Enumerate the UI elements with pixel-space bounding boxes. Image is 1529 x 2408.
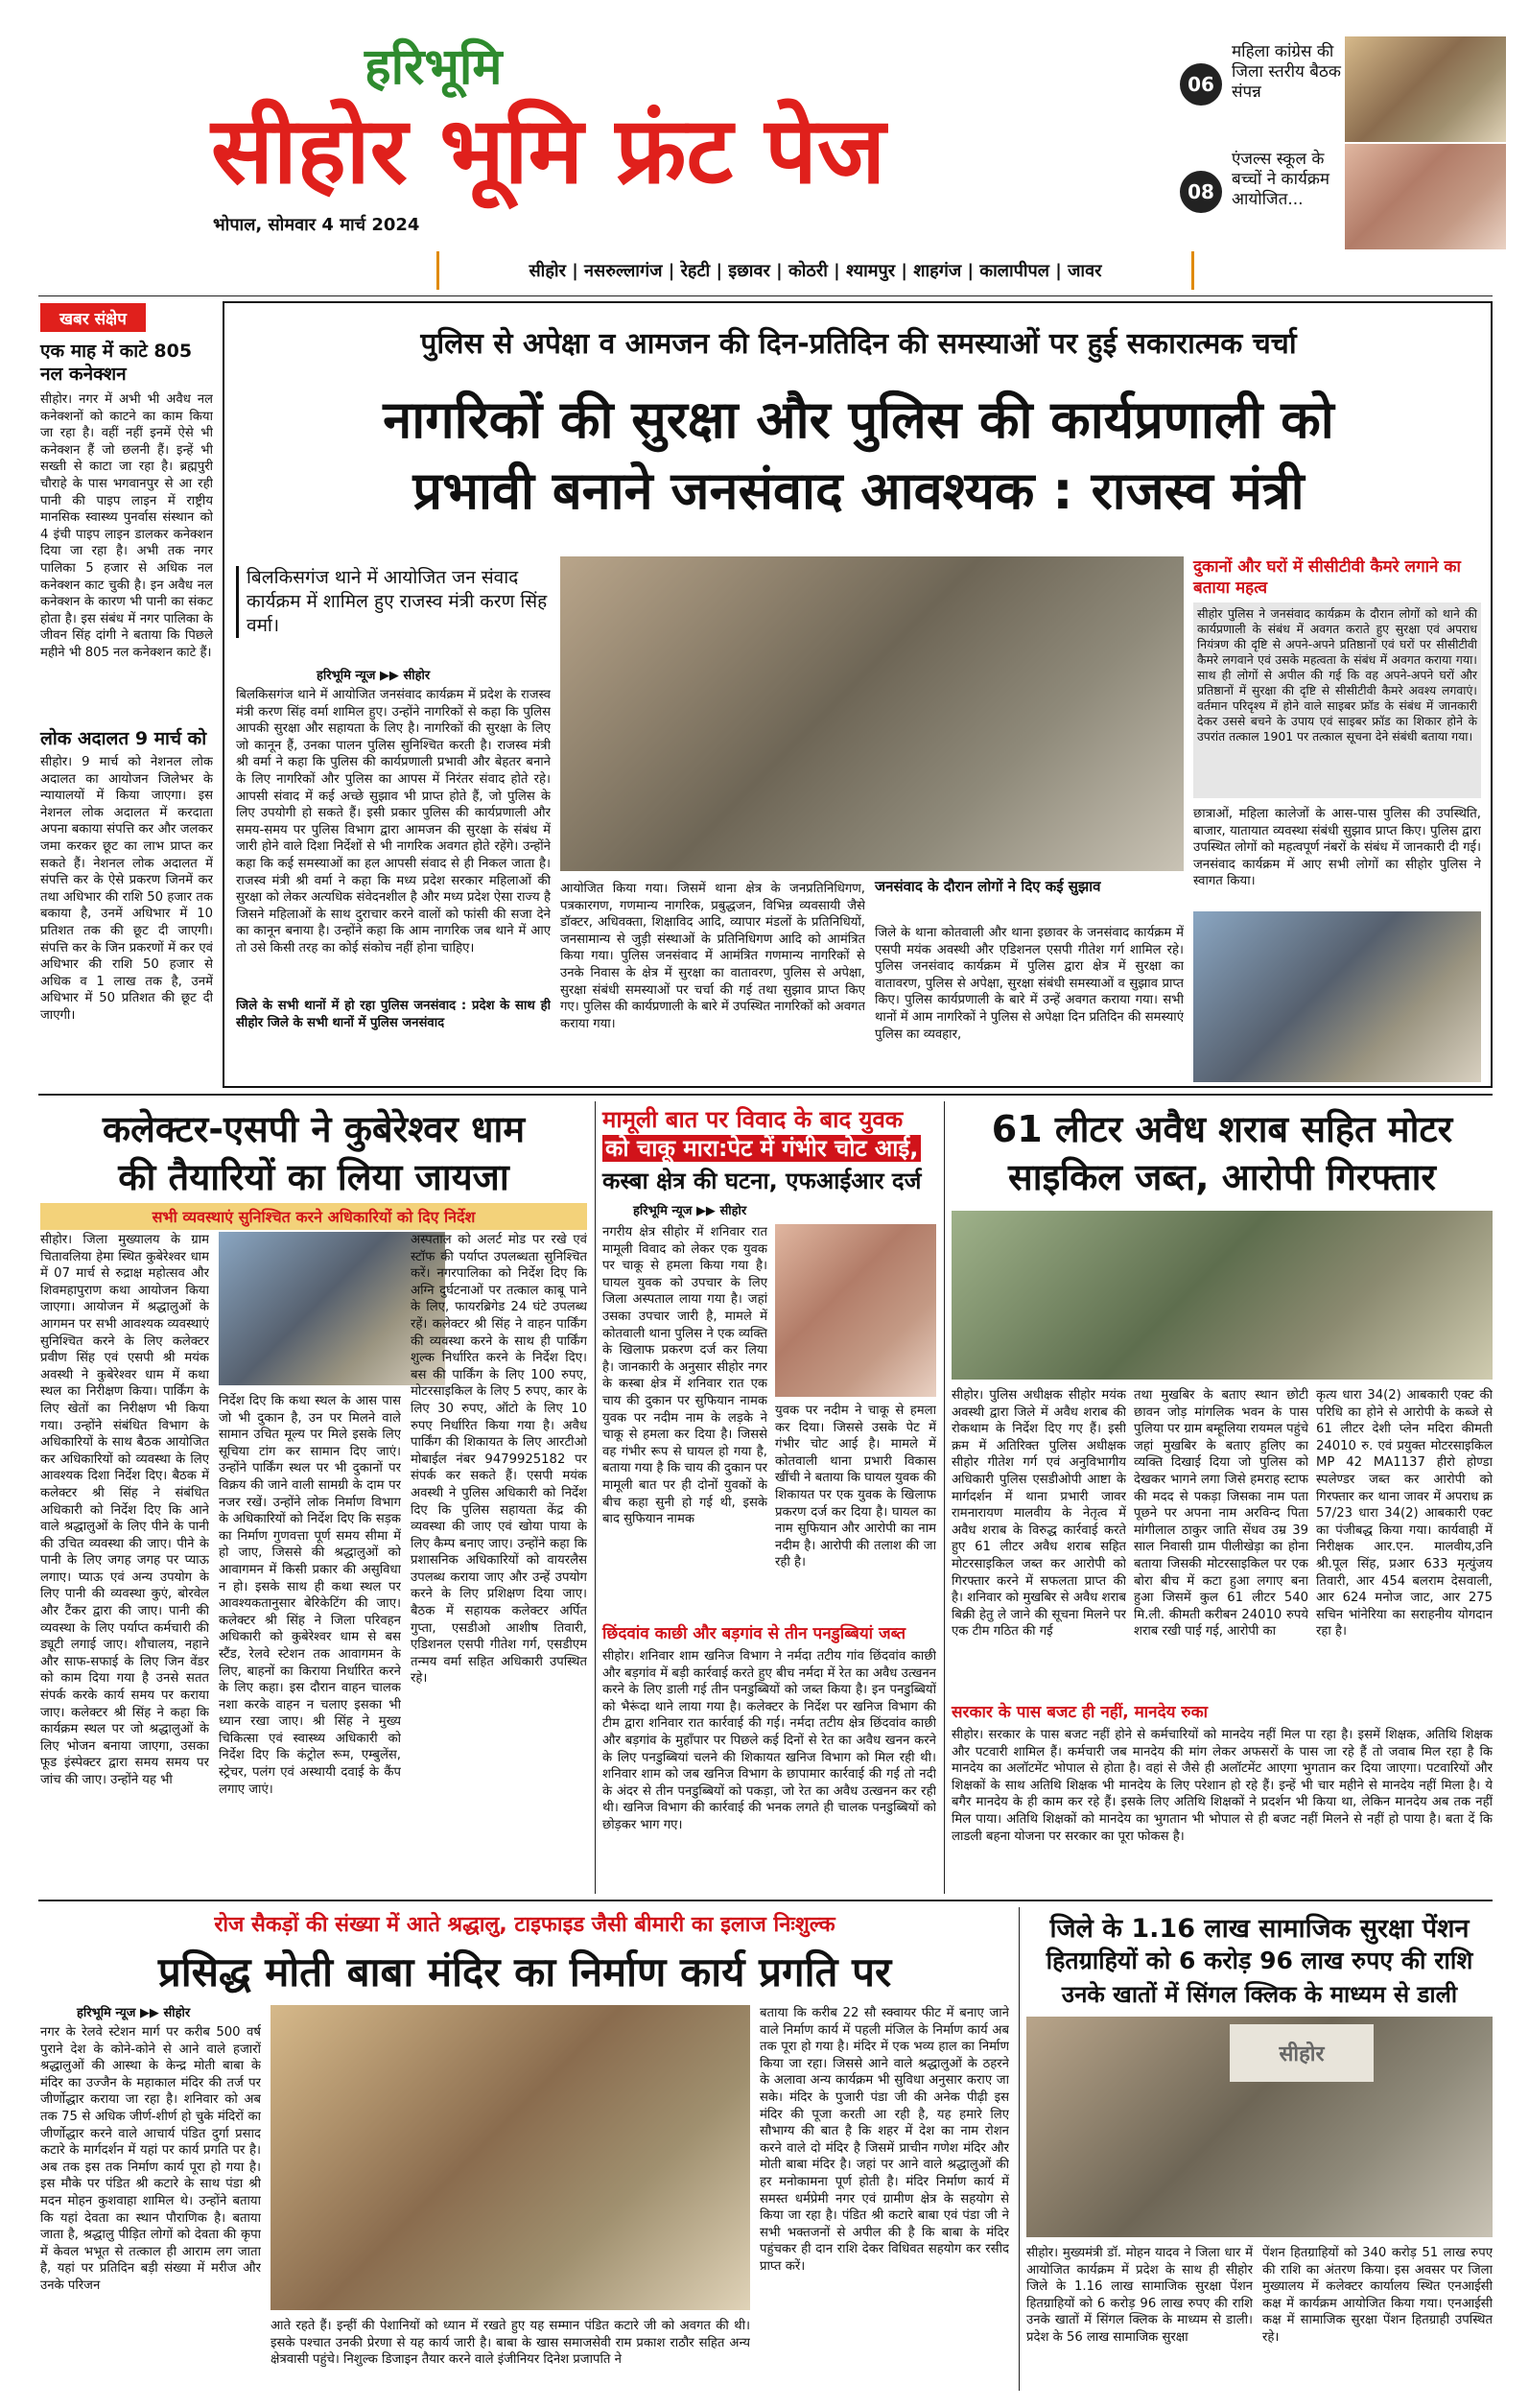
- teaser-page-number: 06: [1180, 63, 1222, 106]
- briefs-label: खबर संक्षेप: [40, 303, 146, 332]
- place-link[interactable]: कोठरी: [788, 261, 828, 281]
- temple-body-col2: आते रहते हैं। इन्हीं की पेशानियों को ध्यान में रखते हुए यह सम्मान पंडित कटारे जी को अवगत की थी। इसके पश्चात उनकी प्रेरणा से यह कार्य जारी है। बाबा के खास समाजसेवी राम प्रकाश राठौर सहित अन्य क्षेत्रवासी पहुंचे। निशुल्क डिजाइन तैयार करने वाले इंजीनियर दिनेश प्रजापति ने: [271, 2319, 750, 2368]
- liquor-body-col2: तथा मुखबिर के बताए स्थान छोटी छावन जोड़ मांगलिक भवन के पास पुलिया पर ग्राम बम्हूलिया रायमल पहुंचे जहां मुखबिर के बताए हुलिए का व्यक्ति दिखाई दिया जो पुलिस को देखकर भागने लगा जिसे हमराह स्टाफ की मदद से पकड़ा जिसका नाम पता पूछने पर अपना नाम अरविन्द पिता मांगीलाल ठाकुर जाति सेंधव उम्र 39 साल निवासी ग्राम पीलीखेड़ा का होना बताया जिसकी मोटरसाइकिल पर एक बोरा बीच में कटा हुआ लगाए बना हुआ जिसमें कुल 61 लीटर 540 मि.ली. कीमती करीबन 24010 रुपये शराब रखी पाई गई, आरोपी का: [1134, 1388, 1308, 1640]
- brief-headline: लोक अदालत 9 मार्च को: [40, 728, 207, 749]
- divider: [944, 1101, 945, 1894]
- lead-subhead: जनसंवाद के दौरान लोगों ने दिए कई सुझाव: [875, 878, 1101, 895]
- divider: [595, 1101, 596, 1894]
- temple-byline: हरिभूमि न्यूज ▶▶ सीहोर: [77, 2006, 191, 2020]
- liquor-body-col1: सीहोर। पुलिस अधीक्षक सीहोर मयंक अवस्थी द्वारा जिले में अवैध शराब की रोकथाम के निर्देश दिए गए हैं। इसी क्रम में अतिरिक्त पुलिस अधीक्षक सीहोर गीतेश गर्ग एवं अनुविभागीय अधिकारी पुलिस एसडीओपी आष्टा के मार्गदर्शन में थाना प्रभारी जावर रामनारायण मालवीय के नेतृत्व में अवैध शराब के विरुद्ध कार्रवाई करते हुए 61 लीटर अवैध शराब सहित मोटरसाइकिल जब्त कर आरोपी को गिरफ्तार करने में सफलता प्राप्त की है। शनिवार को मुखबिर से अवैध शराब बिक्री हेतु ले जाने की सूचना मिलने पर एक टीम गठित की गई: [952, 1388, 1126, 1640]
- lead-body-col2: आयोजित किया गया। जिसमें थाना क्षेत्र के जनप्रतिनिधिगण, पत्रकारगण, गणमान्य नागरिक, प्रबुद्धजन, विभिन्न व्यवसायी जैसे डॉक्टर, अधिवक्ता, शिक्षाविद आदि, व्यापार मंडलों के प्रतिनिधियों, जनसामान्य से जुड़ी संस्थाओं के प्रतिनिधिगण आदि को आमंत्रित किया गया। पुलिस जनसंवाद में आमंत्रित गणमान्य नागरिकों से उनके निवास के क्षेत्र में सुरक्षा का वातावरण, पुलिस से अपेक्षा, सुरक्षा संबंधी समस्याओं पर चर्चा की गई तथा सुझाव प्राप्त किए गए। पुलिस की कार्यप्रणाली के बारे में उपस्थित नागरिकों को अवगत कराया गया।: [560, 882, 865, 1031]
- lead-body-col3: जिले के थाना कोतवाली और थाना इछावर के जनसंवाद कार्यक्रम में एसपी मयंक अवस्थी और एडिशनल एसपी गीतेश गर्ग शामिल रहे। पुलिस जनसंवाद कार्यक्रम में पुलिस द्वारा क्षेत्र में सुरक्षा का वातावरण, पुलिस से अपेक्षा, सुरक्षा संबंधी समस्याओं व सुझाव प्राप्त किए। पुलिस कार्यप्रणाली के बारे में उन्हें अवगत कराया गया। सभी थानों में आम नागरिकों ने पुलिस से अपेक्षा दिन प्रतिदिन की समस्याएं पुलिस का व्यवहार,: [875, 926, 1184, 1042]
- place-link[interactable]: इछावर: [728, 261, 770, 281]
- lead-headline-line2: प्रभावी बनाने जनसंवाद आवश्यक : राजस्व मंत्री: [412, 460, 1305, 521]
- dateline: भोपाल, सोमवार 4 मार्च 2024: [213, 215, 420, 235]
- stab-body-col2: युवक पर नदीम ने चाकू से हमला कर दिया। जिससे उसके पेट में गंभीर चोट आई है। मामले में कोतवाली थाना प्रभारी विकास खींची ने बताया कि घायल युवक की शिकायत पर एक युवक के खिलाफ प्रकरण दर्ज कर दिया है। घायल का नाम सुफियान और आरोपी का नाम नदीम है। आरोपी की तलाश की जा रही है।: [775, 1404, 936, 1570]
- lead-body-col1-sub: जिले के सभी थानों में हो रहा पुलिस जनसंवाद : प्रदेश के साथ ही सीहोर जिले के सभी थानों में पुलिस जनसंवाद: [236, 999, 551, 1030]
- pension-photo: [1026, 2017, 1493, 2237]
- pension-body-col2: पेंशन हितग्राहियों को 340 करोड़ 51 लाख रुपए की राशि का अंतरण किया। इस अवसर पर जिला मुख्यालय में कलेक्टर कार्यालय स्थित एनआईसी कक्ष में कार्यक्रम आयोजित किया गया। एनआईसी कक्ष में सामाजिक सुरक्षा पेंशन हितग्राही उपस्थित रहे।: [1262, 2246, 1493, 2345]
- pension-headline-line2: हितग्राहियों को 6 करोड़ 96 लाख रुपए की राशि: [1046, 1947, 1473, 1974]
- stab-byline: हरिभूमि न्यूज ▶▶ सीहोर: [633, 1204, 747, 1218]
- place-link[interactable]: श्यामपुर: [846, 261, 896, 281]
- collector-body-col2: निर्देश दिए कि कथा स्थल के आस पास जो भी दुकान है, उन पर मिलने वाले सामान उचित मूल्य पर मिले इसके लिए सूचिया टांग कर सामान दिए जाएं। उन्होंने पार्किंग स्थल पर भी दुकानों पर विक्रय की जाने वाली सामग्री के दाम पर नजर रखें। उन्होंने लोक निर्माण विभाग के अधिकारियों को निर्देश दिए कि सड़क का निर्माण गुणवत्ता पूर्ण समय सीमा में हो जाए, जिससे की श्रद्धालुओं को आवागमन में किसी प्रकार की असुविधा न हो। इसके साथ ही कथा स्थल पर आवश्यकतानुसार बेरिकेटिंग की जाए। कलेक्टर श्री सिंह ने जिला परिवहन अधिकारी को कुबेरेश्वर धाम से बस स्टैंड, रेलवे स्टेशन तक आवागमन के लिए, बाहनों का किराया निर्धारित करने के लिए कहा। इस दौरान वाहन चालक नशा करके वाहन न चलाए इसका भी ध्यान रखा जाए। श्री सिंह ने मुख्य चिकित्सा एवं स्वास्थ्य अधिकारी को निर्देश दिए कि कंट्रोल रूम, एम्बुलेंस, स्ट्रेचर, पलंग एवं अस्थायी दवाई के कैंप लगाए जाएं।: [219, 1394, 401, 1797]
- brand-logo: हरिभूमि: [365, 37, 503, 96]
- collector-body-col3: अस्पताल को अलर्ट मोड पर रखे एवं स्टॉफ की पर्याप्त उपलब्धता सुनिश्चित करें। नगरपालिका को निर्देश दिए कि अग्नि दुर्घटनाओं पर तत्काल काबू पाने के लिए, फायरब्रिगेड 24 घंटे उपलब्ध रहें। कलेक्टर श्री सिंह ने वाहन पार्किंग की व्यवस्था करने के साथ ही पार्किंग शुल्क निर्धारित करने के निर्देश दिए। बस की पार्किंग के लिए 100 रुपए, मोटरसाइकिल के लिए 5 रुपए, कार के लिए 30 रुपए, ऑटो के लिए 10 रुपए निर्धारित किया गया है। अवैध पार्किंग की शिकायत के लिए आरटीओ मोबाईल नंबर 9479925182 पर संपर्क कर सकते हैं। एसपी मयंक अवस्थी ने पुलिस अधिकारी को निर्देश दिए कि पुलिस सहायता केंद्र की व्यवस्था की जाए एवं खोया पाया के लिए कैम्प बनाए जाए। उन्होंने कहा कि प्रशासनिक अधिकारियों को वायरलैस उपलब्ध कराया जाए और उन्हें उपयोग करने के लिए प्रशिक्षण दिया जाए। बैठक में सहायक कलेक्टर अर्पित गुप्ता, एसडीओ आशीष तिवारी, एडिशनल एसपी गीतेश गर्ग, एसडीएम तन्मय वर्मा सहित अधिकारी उपस्थित रहे।: [411, 1233, 587, 1687]
- liquor-body-col3: कृत्य धारा 34(2) आबकारी एक्ट की परिधि का होने से आरोपी के कब्जे से 61 लीटर देशी प्लेन मदिरा कीमती 24010 रु. एवं प्रयुक्त मोटरसाइकिल MP 42 MA1137 हीरो होण्डा स्पलेण्डर जब्त कर आरोपी को गिरफ्तार कर थाना जावर में अपराध क्र 57/23 धारा 34(2) आबकारी एक्ट का पंजीबद्ध किया गया। कार्यवाही में निरीक्षक आर.एन. मालवीय,उनि श्री.पूल सिंह, प्रआर 633 मृत्युंजय तिवारी, आर 454 बलराम देसवाली, आर 624 मनोज जाट, आर 275 सचिन भांनेरिया का सराहनीय योगदान रहा है।: [1316, 1388, 1493, 1640]
- cctv-box-headline: दुकानों और घरों में सीसीटीवी कैमरे लगाने का बताया महत्व: [1193, 557, 1461, 598]
- pension-headline-line3: उनके खातों में सिंगल क्लिक के माध्यम से डाली: [1061, 1981, 1458, 2008]
- stab-photo: [775, 1224, 936, 1397]
- lead-photo-2: [1193, 911, 1481, 1082]
- teaser-text: महिला कांग्रेस की जिला स्तरीय बैठक संपन्न: [1232, 42, 1341, 102]
- temple-body-col1: नगर के रेलवे स्टेशन मार्ग पर करीब 500 वर्ष पुराने देश के कोने-कोने से आने वाले हजारों श्रद्धालुओं की आस्था के केन्द्र मोती बाबा के मंदिर का उज्जैन के महाकाल मंदिर की तर्ज पर जीर्णोद्धार कराया जा रहा है। शनिवार को अब तक 75 से अधिक जीर्ण-शीर्ण हो चुके मंदिरों का जीर्णोद्धार करने वाले आचार्य पंडित दुर्गा प्रसाद कटारे के मार्गदर्शन में यहां पर कार्य प्रगति पर है। अब तक इस तक निर्माण कार्य पूरा हो गया है। इस मौके पर पंडित श्री कटारे के साथ पंडा श्री मदन मोहन कुशवाहा शामिल थे। उन्होंने बताया कि यहां देवता का स्थान पौराणिक है। बताया जाता है, श्रद्धालु पीड़ित लोगों को देवता की कृपा में केवल भभूत से तत्काल ही आराम लग जाता है, यहां पर प्रतिदिन बड़ी संख्या में मरीज और उनके परिजन: [40, 2025, 261, 2293]
- place-link[interactable]: शाहगंज: [913, 261, 962, 281]
- screen-label: सीहोर: [1230, 2024, 1374, 2082]
- teachers-headline: सरकार के पास बजट ही नहीं, मानदेय रुका: [952, 1703, 1209, 1722]
- teaser-text: एंजल्स स्कूल के बच्चों ने कार्यक्रम आयोजित...: [1232, 150, 1330, 209]
- stab-headline-line1: मामूली बात पर विवाद के बाद युवक: [602, 1106, 904, 1133]
- lead-body-col1: बिलकिसगंज थाने में आयोजित जनसंवाद कार्यक्रम में प्रदेश के राजस्व मंत्री करण सिंह वर्मा शामिल हुए। उन्होंने नागरिकों से कहा कि पुलिस आपकी सुरक्षा और सहायता के लिए है। नागरिकों की सुरक्षा के लिए जो कानून हैं, उनका पालन पुलिस सुनिश्चित करती है। राजस्व मंत्री श्री वर्मा ने कहा कि पुलिस की कार्यप्रणाली प्रभावी और बेहतर बनाने के लिए नागरिकों और पुलिस का आपस में निरंतर संवाद होते रहे। आपसी संवाद में कई अच्छे सुझाव भी प्राप्त होते हैं, जो पुलिस के लिए उपयोगी हो सकते हैं। इसी प्रकार पुलिस की कार्यप्रणाली और समय-समय पर पुलिस विभाग द्वारा आमजन की सुरक्षा के संबंध में जारी होने वाले दिशा निर्देशों से भी नागरिक अवगत होते रहेंगे। उन्होंने कहा कि कई समस्याओं का हल आपसी संवाद से ही निकल जाता है। राजस्व मंत्री श्री वर्मा ने कहा कि मध्य प्रदेश सरकार महिलाओं की सुरक्षा को लेकर अत्यधिक संवेदनशील है और मध्य प्रदेश ऐसा राज्य है जिसने महिलाओं के साथ दुराचार करने वालों को फांसी की सजा देने का कानून बनाया है। उन्होंने कहा कि आम नागरिक जब थाने में आए तो उसे किसी तरह का कोई संकोच नहीं होना चाहिए।: [236, 688, 551, 956]
- stab-headline-line2: को चाकू मारा:पेट में गंभीर चोट आई,: [602, 1132, 936, 1164]
- places-nav: सीहोर | नसरुल्लागंज | रेहटी | इछावर | कोठरी | श्यामपुर | शाहगंज | कालापीपल | जावर: [436, 251, 1194, 290]
- teaser-page-number: 08: [1180, 171, 1222, 213]
- pension-headline-line1: जिले के 1.16 लाख सामाजिक सुरक्षा पेंशन: [1049, 1914, 1470, 1944]
- temple-kicker: रोज सैकड़ों की संख्या में आते श्रद्धालु, टाइफाइड जैसी बीमारी का इलाज निःशुल्क: [214, 1913, 835, 1937]
- place-link[interactable]: कालापीपल: [979, 261, 1049, 281]
- mining-body: सीहोर। शनिवार शाम खनिज विभाग ने नर्मदा तटीय गांव छिंदवांव काछी और बड़गांव में बड़ी कार्रवाई करते हुए बीच नर्मदा में रेत का अवैध उत्खनन करने के लिए डाली गई तीन पनडुब्बियों को जब्त किया है। इन पनडुब्बियों को भैरूंदा थाने लाया गया है। कलेक्टर के निर्देश पर खनिज विभाग की टीम द्वारा शनिवार रात कार्रवाई की गई। नर्मदा तटीय क्षेत्र छिंदवांव काछी और बड़गांव के मुहाँपार पर पिछले कई दिनों से रेत का अवैध खनन करने के लिए पनडुब्बियां चलने की शिकायत खनिज विभाग को मिल रही थी। शनिवार शाम को जब खनिज विभाग के छापामार कार्रवाई की गई तो नदी के अंदर से तीन पनडुब्बियों को पकड़ा, जो रेत का अवैध उत्खनन कर रही थी। खनिज विभाग की कार्रवाई की भनक लगते ही चालक पनडुब्बियों को छोड़कर भाग गए।: [602, 1649, 936, 1832]
- place-link[interactable]: जावर: [1068, 261, 1102, 281]
- teaser-1[interactable]: [1180, 36, 1506, 152]
- teaser-2[interactable]: [1180, 144, 1506, 259]
- teaser-photo: [1345, 144, 1506, 249]
- place-link[interactable]: रेहटी: [680, 261, 711, 281]
- lead-photo: [560, 556, 1184, 871]
- collector-strip: सभी व्यवस्थाएं सुनिश्चित करने अधिकारियों को दिए निर्देश: [40, 1203, 587, 1230]
- liquor-photo: [952, 1211, 1493, 1380]
- teachers-body: सीहोर। सरकार के पास बजट नहीं होने से कर्मचारियों को मानदेय नहीं मिल पा रहा है। इसमें शिक्षक, अतिथि शिक्षक और पटवारी शामिल हैं। कर्मचारी जब मानदेय की मांग लेकर अफसरों के पास जा रहे हैं तो जवाब मिल रहा है कि मानदेय का अलॉटमेंट भोपाल से होता है। वहां से जैसे ही अलॉटमेंट आएगा भुगतान कर दिया जाएगा। पटवारियों और शिक्षकों के साथ अतिथि शिक्षक भी मानदेय के लिए परेशान हो रहे हैं। इन्हें भी चार महीने से मानदेय नहीं मिला है। ये बगैर मानदेय के ही काम कर रहे हैं। इसके लिए अतिथि शिक्षकों ने प्रदर्शन भी किया था, लेकिन मानदेय अब तक नहीं मिल पाया। अतिथि शिक्षकों को मानदेय का भुगतान भी भोपाल से ही बजट नहीं मिलने से नहीं हो पाया है। बता दें कि लाडली बहना योजना पर सरकार का पूरा फोकस है।: [952, 1728, 1493, 1844]
- temple-body-col3: बताया कि करीब 22 सौ स्क्वायर फीट में बनाए जाने वाले निर्माण कार्य में पहली मंजिल के निर्माण कार्य अब तक पूरा हो गया है। मंदिर में एक भव्य हाल का निर्माण किया जा रहा। जिससे आने वाले श्रद्धालुओं के ठहरने के अलावा अन्य कार्यक्रम भी सुविधा अनुसार कराए जा सके। मंदिर के पुजारी पंडा जी की अनेक पीढ़ी इस मंदिर की पूजा करती आ रही है, यह हमारे लिए सौभाग्य की बात है कि शहर में देश का नाम रोशन करने वाले दो मंदिर है जिसमें प्राचीन गणेश मंदिर और मोती बाबा मंदिर है। जहां पर आने वाले श्रद्धालुओं की हर मनोकामना पूर्ण होती है। मंदिर निर्माण कार्य में समस्त धर्मप्रेमी नगर एवं ग्रामीण क्षेत्र के सहयोग से किया जा रहा है। पंडित श्री कटारे बाबा एवं पंडा जी ने सभी भक्तजनों से अपील की है कि बाबा के मंदिर पहुंचकर ही दान राशि देकर विधिवत सहयोग कर रसीद प्राप्त करें।: [760, 2006, 1009, 2274]
- lead-deck: बिलकिसगंज थाने में आयोजित जन संवाद कार्यक्रम में शामिल हुए राजस्व मंत्री करण सिंह वर्मा।: [236, 566, 551, 638]
- divider: [38, 1900, 1493, 1901]
- lead-byline: हरिभूमि न्यूज ▶▶ सीहोर: [317, 669, 431, 683]
- divider: [38, 1094, 1493, 1096]
- cctv-box-body: सीहोर पुलिस ने जनसंवाद कार्यक्रम के दौरान लोगों को थाने की कार्यप्रणाली के संबंध में अवगत कराते हुए सुरक्षा एवं अपराध नियंत्रण की दृष्टि से अपने-अपने प्रतिष्ठानों एवं घरों पर सीसीटीवी कैमरे लगवाने एवं उसके महत्वता के संबंध में अवगत कराया गया। साथ ही लोगों से अपील की गई कि वह अपने-अपने घरों और प्रतिष्ठानों में सुरक्षा की दृष्टि से सीसीटीवी कैमरे अवश्य लगवाएं। वर्तमान परिदृश्य में होने वाले साइबर फ्रॉड के संबंध में जानकारी देकर उससे बचने के उपाय एवं साइबर फ्रॉड का शिकार होने के उपरांत तत्काल 1901 पर तत्काल सूचना देने संबंधी बताया गया।: [1193, 602, 1481, 798]
- stab-body-col1: नगरीय क्षेत्र सीहोर में शनिवार रात मामूली विवाद को लेकर एक युवक पर चाकू से हमला किया गया है। घायल युवक को उपचार के लिए जिला अस्पताल लाया गया है। जहां उसका उपचार जारी है, मामले में कोतवाली थाना पुलिस ने एक व्यक्ति के खिलाफ प्रकरण दर्ज कर लिया है। जानकारी के अनुसार सीहोर नगर के कस्बा क्षेत्र में शनिवार रात एक चाय की दुकान पर सुफियान नामक युवक पर नदीम नाम के लड़के ने चाकू से हमला कर दिया है। जिससे वह गंभीर रूप से घायल हो गया है, बताया गया है कि चाय की दुकान पर मामूली बात पर ही दोनों युवकों के बीच कहा सुनी हो गई थी, इसके बाद सुफियान नामक: [602, 1225, 767, 1527]
- temple-photo: [271, 2005, 750, 2310]
- lead-body-col4: छात्राओं, महिला कालेजों के आस-पास पुलिस की उपस्थिति, बाजार, यातायात व्यवस्था संबंधी सुझाव प्राप्त किए। पुलिस द्वारा उपस्थित लोगों को महत्वपूर्ण नंबरों के संबंध में जानकारी दी गई। जनसंवाद कार्यक्रम में आए सभी लोगों का सीहोर पुलिस ने स्वागत किया।: [1193, 807, 1481, 889]
- brief-body: सीहोर। नगर में अभी भी अवैध नल कनेक्शनों को काटने का काम किया जा रहा है। वहीं नहीं इनमें ऐसे भी कनेक्शन हैं जो छलनी हैं। इन्हें भी सख्ती से काटा जा रहा है। ब्रह्मपुरी चौराहे के पास भगवानपुर से आ रही पानी की पाइप लाइन में राष्ट्रीय मानसिक स्वास्थ्य पुनर्वास संस्थान को 4 इंची पाइप लाइन डालकर कनेक्शन दिया जा रहा है। अभी तक नगर पालिका 5 हजार से अधिक नल कनेक्शन काट चुकी है। इन अवैध नल कनेक्शन के कारण भी पानी का संकट होता है। इस संबंध में नगर पालिका के जीवन सिंह दांगी ने बताया कि पिछले महीने भी 805 नल कनेक्शन काटे हैं।: [40, 392, 213, 660]
- collector-headline-line2: की तैयारियों का लिया जायजा: [118, 1156, 509, 1198]
- place-link[interactable]: सीहोर: [529, 261, 566, 281]
- lead-headline-line1: नागरिकों की सुरक्षा और पुलिस की कार्यप्रणाली को: [383, 390, 1334, 450]
- pension-body-col1: सीहोर। मुख्यमंत्री डॉ. मोहन यादव ने जिला धार में आयोजित कार्यक्रम में प्रदेश के साथ ही सीहोर जिले के 1.16 लाख सामाजिक सुरक्षा पेंशन हितग्राहियों को 6 करोड़ 96 लाख रुपए की राशि उनके खातों में सिंगल क्लिक के माध्यम से डाली। प्रदेश के 56 लाख सामाजिक सुरक्षा: [1026, 2246, 1253, 2345]
- liquor-headline-line1: 61 लीटर अवैध शराब सहित मोटर: [991, 1108, 1453, 1150]
- brief-body: सीहोर। 9 मार्च को नेशनल लोक अदालत का आयोजन जिलेभर के न्यायालयों में किया जाएगा। इस नेशनल लोक अदालत में करदाता अपना बकाया संपत्ति कर और जलकर जमा करकर छूट का लाभ प्राप्त कर सकते हैं। नेशनल लोक अदालत में संपत्ति कर के ऐसे प्रकरण जिनमें कर तथा अधिभार की राशि 50 हजार तक बकाया है, उनमें अधिभार में 10 प्रतिशत तक की छूट दी जाएगी। संपत्ति कर के जिन प्रकरणों में कर एवं अधिभार की राशि 50 हजार से अधिक व 1 लाख तक है, उनमें अधिभार में 50 प्रतिशत की छूट दी जाएगी।: [40, 755, 213, 1023]
- page-title: सीहोर भूमि फ्रंट पेज: [211, 96, 886, 204]
- place-link[interactable]: नसरुल्लागंज: [584, 261, 663, 281]
- mining-headline: छिंदवांव काछी और बड़गांव से तीन पनडुब्बियां जब्त: [602, 1624, 906, 1643]
- divider: [38, 295, 1493, 296]
- temple-headline: प्रसिद्ध मोती बाबा मंदिर का निर्माण कार्य प्रगति पर: [157, 1948, 892, 1995]
- collector-body-col1: सीहोर। जिला मुख्यालय के ग्राम चितावलिया हेमा स्थित कुबेरेश्वर धाम में 07 मार्च से रुद्राक्ष महोत्सव और शिवमहापुराण कथा आयोजन किया जाएगा। आयोजन में श्रद्धालुओं के आगमन पर सभी आवश्यक व्यवस्थाएं सुनिश्चित करने के लिए कलेक्टर प्रवीण सिंह एवं एसपी श्री मयंक अवस्थी ने कुबेरेश्वर धाम में कथा स्थल का निरीक्षण किया। पार्किंग के लिए खेतों का निरीक्षण भी किया गया। उन्होंने संबंधित विभाग के अधिकारियों के साथ बैठक आयोजित कर अधिकारियों को व्यवस्था के लिए आवश्यक दिशा निर्देश दिए। बैठक में कलेक्टर श्री सिंह ने संबंधित अधिकारी को निर्देश दिए कि आने वाले श्रद्धालुओं के लिए पीने के पानी की उचित व्यवस्था की जाए। पीने के पानी के लिए जगह जगह पर प्याऊ लगाए। प्याऊ एवं अन्य उपयोग के लिए पानी की व्यवस्था कुएं, बोरवेल और टैंकर द्वारा की जाए। पानी की व्यवस्था के लिए पर्याप्त कर्मचारी की ड्यूटी लगाई जाए। शौचालय, नहाने और साफ-सफाई के लिए जिन वेंडर को काम दिया गया है उनसे सतत संपर्क करके कार्य समय पर कराया जाए। कलेक्टर श्री सिंह ने कहा कि कार्यक्रम स्थल पर जो श्रद्धालुओं के लिए भोजन बनाया जाएगा, उसका फूड इंस्पेक्टर द्वारा समय समय पर जांच की जाए। उन्होंने यह भी: [40, 1233, 209, 1787]
- collector-headline-line1: कलेक्टर-एसपी ने कुबेरेश्वर धाम: [102, 1108, 526, 1150]
- stab-headline-line3: कस्बा क्षेत्र की घटना, एफआईआर दर्ज: [602, 1168, 922, 1194]
- teaser-photo: [1345, 36, 1506, 142]
- divider: [1019, 1907, 1020, 2391]
- lead-kicker: पुलिस से अपेक्षा व आमजन की दिन-प्रतिदिन की समस्याओं पर हुई सकारात्मक चर्चा: [420, 327, 1297, 361]
- brief-headline: एक माह में काटे 805 नल कनेक्शन: [40, 341, 193, 385]
- liquor-headline-line2: साइकिल जब्त, आरोपी गिरफ्तार: [1008, 1156, 1436, 1198]
